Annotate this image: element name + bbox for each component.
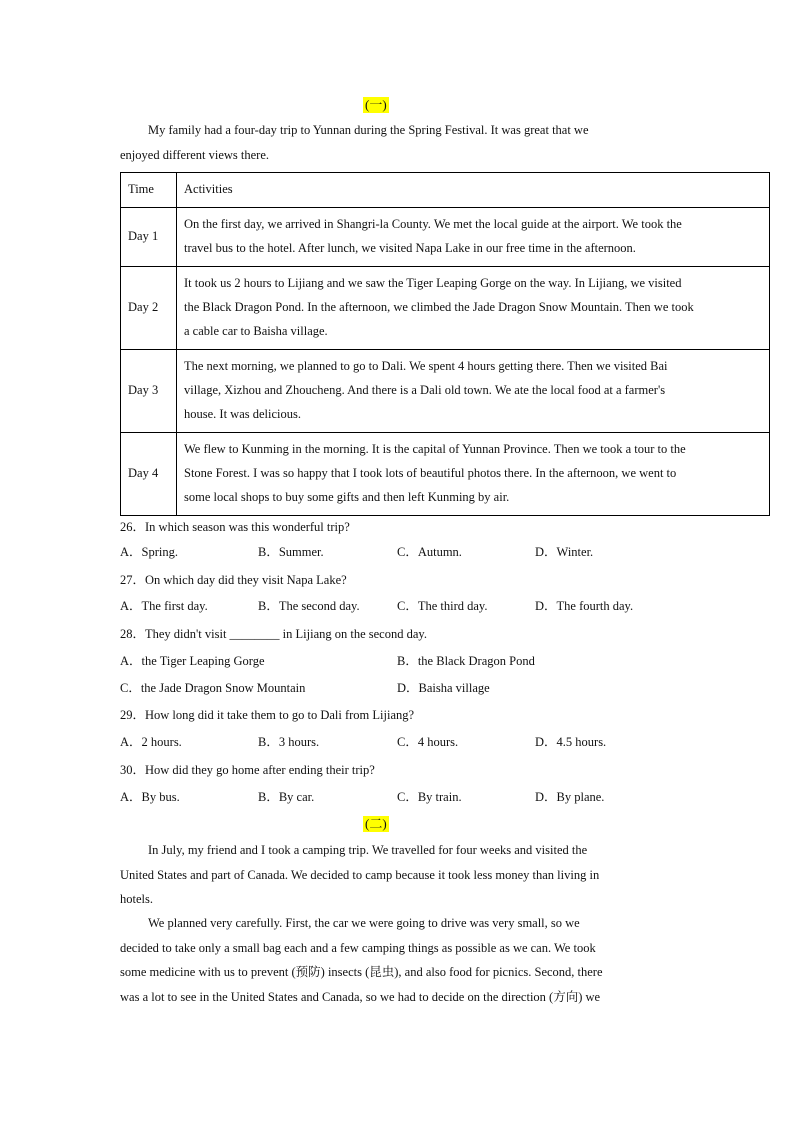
table-row bbox=[121, 433, 770, 516]
activity-line: Stone Forest. I was so happy that I took lots of beautiful photos there. In the afternoon, we went to bbox=[184, 466, 677, 481]
option-c[interactable]: C．the Jade Dragon Snow Mountain bbox=[120, 681, 306, 695]
intro-paragraph bbox=[120, 118, 665, 167]
row-activities bbox=[177, 208, 770, 267]
row-time: Day 4 bbox=[121, 433, 177, 516]
text-line: enjoyed different views there. bbox=[120, 147, 270, 162]
text-line: decided to take only a small bag each and a few camping things as possible as we can. We took bbox=[120, 940, 596, 955]
row-time: Day 3 bbox=[121, 350, 177, 433]
activity-line: The next morning, we planned to go to Dali. We spent 4 hours getting there. Then we visited Bai bbox=[184, 359, 668, 374]
question-29-stem: 29．How long did it take them to go to Dali from Lijiang? bbox=[120, 708, 415, 722]
question-26-stem: 26．In which season was this wonderful trip? bbox=[120, 520, 350, 534]
section-marker-2: (二) bbox=[365, 816, 387, 831]
row-time: Day 1 bbox=[121, 208, 177, 267]
option-b[interactable]: B．Summer. bbox=[258, 545, 324, 559]
activity-line: the Black Dragon Pond. In the afternoon, we climbed the Jade Dragon Snow Mountain. Then we took bbox=[184, 300, 694, 315]
text-line: United States and part of Canada. We decided to camp because it took less money than living in bbox=[120, 867, 600, 882]
activity-line: some local shops to buy some gifts and then left Kunming by air. bbox=[184, 489, 510, 504]
passage-paragraph-2 bbox=[120, 911, 665, 1009]
option-c[interactable]: C．4 hours. bbox=[397, 735, 459, 749]
activity-line: village, Xizhou and Zhoucheng. And there is a Dali old town. We ate the local food at a farmer's bbox=[184, 383, 666, 398]
table-header-row bbox=[121, 173, 770, 208]
option-b[interactable]: B．3 hours. bbox=[258, 735, 320, 749]
option-a[interactable]: A．2 hours. bbox=[120, 735, 182, 749]
row-activities bbox=[177, 350, 770, 433]
text-line: was a lot to see in the United States and Canada, so we had to decide on the direction (方向) we bbox=[120, 989, 601, 1004]
text-line: My family had a four-day trip to Yunnan during the Spring Festival. It was great that we bbox=[148, 123, 589, 137]
activity-line: house. It was delicious. bbox=[184, 406, 301, 421]
option-c[interactable]: C．The third day. bbox=[397, 599, 488, 613]
activity-line: It took us 2 hours to Lijiang and we saw the Tiger Leaping Gorge on the way. In Lijiang, we visited bbox=[184, 276, 682, 291]
option-c[interactable]: C．Autumn. bbox=[397, 545, 462, 559]
activity-line: On the first day, we arrived in Shangri-la County. We met the local guide at the airport. We took the bbox=[184, 217, 682, 232]
option-a[interactable]: A．Spring. bbox=[120, 545, 178, 559]
option-b[interactable]: B．the Black Dragon Pond bbox=[397, 654, 535, 668]
question-27-stem: 27．On which day did they visit Napa Lake? bbox=[120, 573, 347, 587]
question-28-stem: 28．They didn't visit ________ in Lijiang on the second day. bbox=[120, 627, 427, 641]
question-30-stem: 30．How did they go home after ending their trip? bbox=[120, 763, 375, 777]
header-activities: Activities bbox=[177, 173, 770, 208]
table-row bbox=[121, 267, 770, 350]
option-d[interactable]: D．The fourth day. bbox=[535, 599, 634, 613]
option-b[interactable]: B．The second day. bbox=[258, 599, 360, 613]
row-activities bbox=[177, 267, 770, 350]
table-row bbox=[121, 350, 770, 433]
row-activities bbox=[177, 433, 770, 516]
passage-paragraph-1 bbox=[120, 838, 665, 912]
option-b[interactable]: B．By car. bbox=[258, 790, 315, 804]
activity-line: a cable car to Baisha village. bbox=[184, 323, 328, 338]
option-a[interactable]: A．By bus. bbox=[120, 790, 180, 804]
trip-table bbox=[120, 172, 770, 516]
text-line: hotels. bbox=[120, 892, 153, 906]
activity-line: travel bus to the hotel. After lunch, we visited Napa Lake in our free time in the afternoon. bbox=[184, 241, 636, 255]
option-a[interactable]: A．The first day. bbox=[120, 599, 208, 613]
option-d[interactable]: D．By plane. bbox=[535, 790, 605, 804]
table-row bbox=[121, 208, 770, 267]
header-time: Time bbox=[121, 173, 177, 208]
option-d[interactable]: D．Winter. bbox=[535, 545, 594, 559]
option-a[interactable]: A．the Tiger Leaping Gorge bbox=[120, 654, 265, 668]
activity-line: We flew to Kunming in the morning. It is the capital of Yunnan Province. Then we took a tour to the bbox=[184, 442, 686, 457]
text-line: We planned very carefully. First, the car we were going to drive was very small, so we bbox=[148, 916, 580, 930]
option-c[interactable]: C．By train. bbox=[397, 790, 462, 804]
option-d[interactable]: D．Baisha village bbox=[397, 681, 490, 695]
row-time: Day 2 bbox=[121, 267, 177, 350]
text-line: In July, my friend and I took a camping trip. We travelled for four weeks and visited the bbox=[148, 843, 588, 857]
text-line: some medicine with us to prevent (预防) insects (昆虫), and also food for picnics. Second, there bbox=[120, 965, 603, 979]
option-d[interactable]: D．4.5 hours. bbox=[535, 735, 607, 749]
section-marker-1: (一) bbox=[365, 97, 387, 112]
